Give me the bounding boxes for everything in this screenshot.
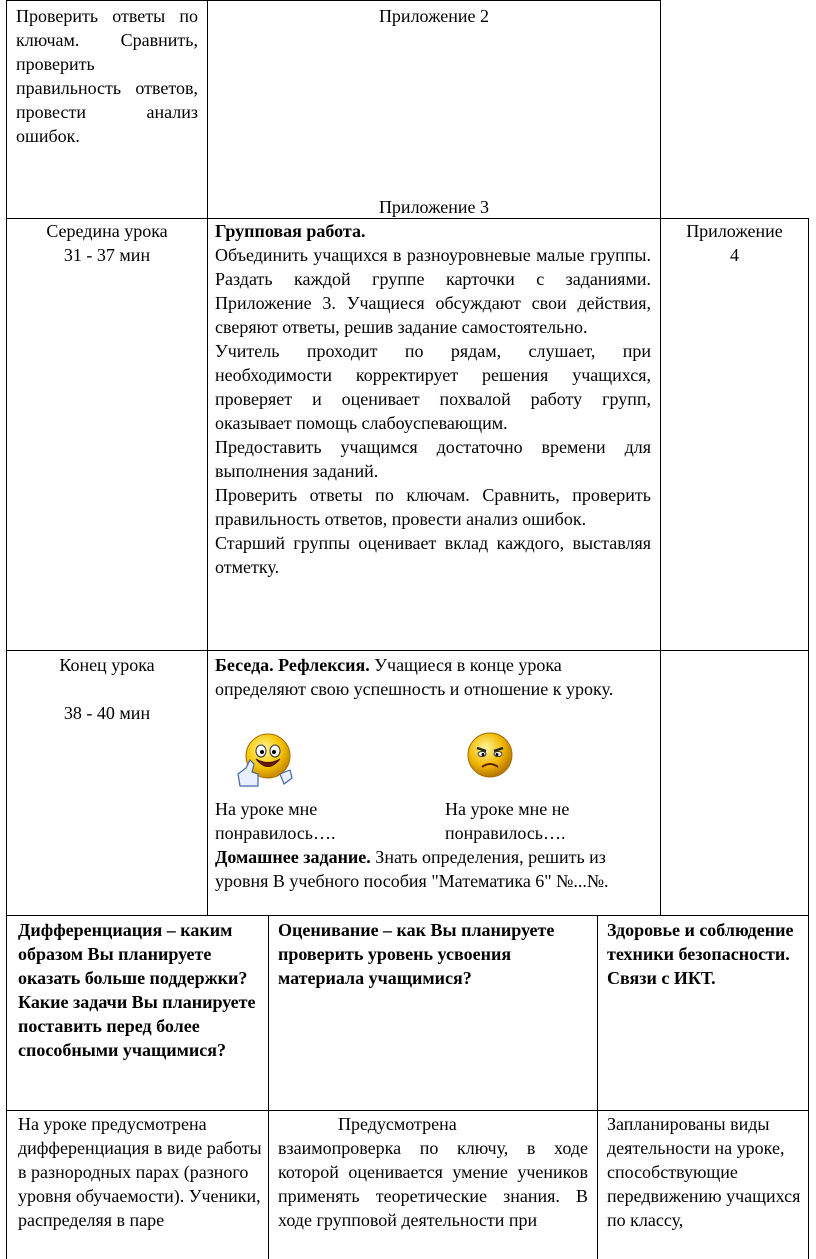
assessment-cell	[278, 1112, 588, 1232]
row2-paragraph-1: Объединить учащихся в разноуровневые малые группы. Раздать каждой группе карточки с заданиями. Приложение 3. Учащиеся обсуждают свои действия, сверяют ответы, решив задание самостоятельно.	[215, 245, 651, 337]
table-border-top	[6, 0, 661, 1]
row1-appendix-2: Приложение 2	[378, 6, 490, 26]
table-col-divider-1	[207, 0, 208, 915]
row2-resource-cell	[661, 219, 808, 267]
row3-intro-cell	[215, 653, 635, 701]
row2-paragraph-3: Предоставить учащимся достаточно времени для выполнения заданий.	[215, 437, 651, 481]
row1-appendix-3: Приложение 3	[378, 197, 490, 217]
lower-col-divider-1	[268, 915, 269, 1259]
smiley-thumbs-up-icon	[232, 730, 296, 792]
row3-intro: Учащиеся в конце урока определяют свою успешность и отношение к уроку.	[215, 655, 614, 699]
row3-title: Беседа. Рефлексия.	[215, 655, 370, 675]
row2-stage-cell	[7, 219, 207, 267]
table-border-left	[6, 0, 7, 1259]
table-col-divider-2	[660, 0, 661, 915]
assessment-text: взаимопроверка по ключу, в ходе которой оценивается умение учеников применять теоретические знания. В ходе групповой деятельности при	[278, 1138, 588, 1230]
row2-activity-cell	[215, 219, 651, 579]
differentiation-text: На уроке предусмотрена дифференциация в виде работы в разнородных парах (разного уровня обучаемости). Ученики, распределяя в паре	[18, 1114, 262, 1230]
table-rule-row3	[6, 915, 809, 916]
header-health-safety: Здоровье и соблюдение техники безопасности. Связи с ИКТ.	[607, 920, 794, 988]
reflection-disliked-line1: На уроке мне не	[445, 799, 570, 819]
reflection-liked	[215, 797, 435, 845]
reflection-disliked	[445, 797, 655, 845]
homework-cell	[215, 845, 615, 893]
lower-col-divider-2	[597, 915, 598, 1259]
homework-title: Домашнее задание.	[215, 847, 371, 867]
reflection-disliked-line2: понравилось….	[445, 823, 566, 843]
row2-paragraph-4: Проверить ответы по ключам. Сравнить, проверить правильность ответов, провести анализ ошибок.	[215, 485, 651, 529]
row2-resource-line1: Приложение	[686, 221, 783, 241]
health-safety-text: Запланированы виды деятельности на уроке, способствующие передвижению учащихся по классу,	[607, 1114, 801, 1230]
row3-stage-cell	[7, 653, 207, 725]
smiley-frowning-icon	[466, 730, 514, 780]
row2-paragraph-5: Старший группы оценивает вклад каждого, выставляя отметку.	[215, 533, 651, 577]
header-differentiation: Дифференциация – каким образом Вы планируете оказать больше поддержки? Какие задачи Вы планируете поставить перед более способными учащимися?	[18, 920, 256, 1060]
table-rule-row2	[6, 650, 809, 651]
homework-text: Знать определения, решить из уровня В учебного пособия "Математика 6" №...№.	[215, 847, 609, 891]
table-border-right	[808, 218, 809, 1259]
reflection-liked-line2: понравилось….	[215, 823, 336, 843]
row2-stage: Середина урока	[46, 221, 168, 241]
row2-time: 31 - 37 мин	[63, 245, 151, 265]
row2-title: Групповая работа.	[215, 221, 366, 241]
row2-paragraph-2: Учитель проходит по рядам, слушает, при необходимости корректирует решения учащихся, проверяет и оценивает похвалой работу групп, оказывает помощь слабоуспевающим.	[215, 341, 651, 433]
row3-stage: Конец урока	[59, 655, 155, 675]
row2-resource-line2: 4	[730, 245, 739, 265]
header-assessment: Оценивание – как Вы планируете проверить уровень усвоения материала учащимися?	[278, 920, 555, 988]
reflection-liked-line1: На уроке мне	[215, 799, 318, 819]
table-rule-row4	[6, 1110, 809, 1111]
row3-time: 38 - 40 мин	[63, 703, 151, 723]
row1-stage-text: Проверить ответы по ключам. Сравнить, проверить правильность ответов, провести анализ ошибок.	[16, 6, 198, 146]
assessment-first-line: Предусмотрена	[338, 1114, 457, 1134]
